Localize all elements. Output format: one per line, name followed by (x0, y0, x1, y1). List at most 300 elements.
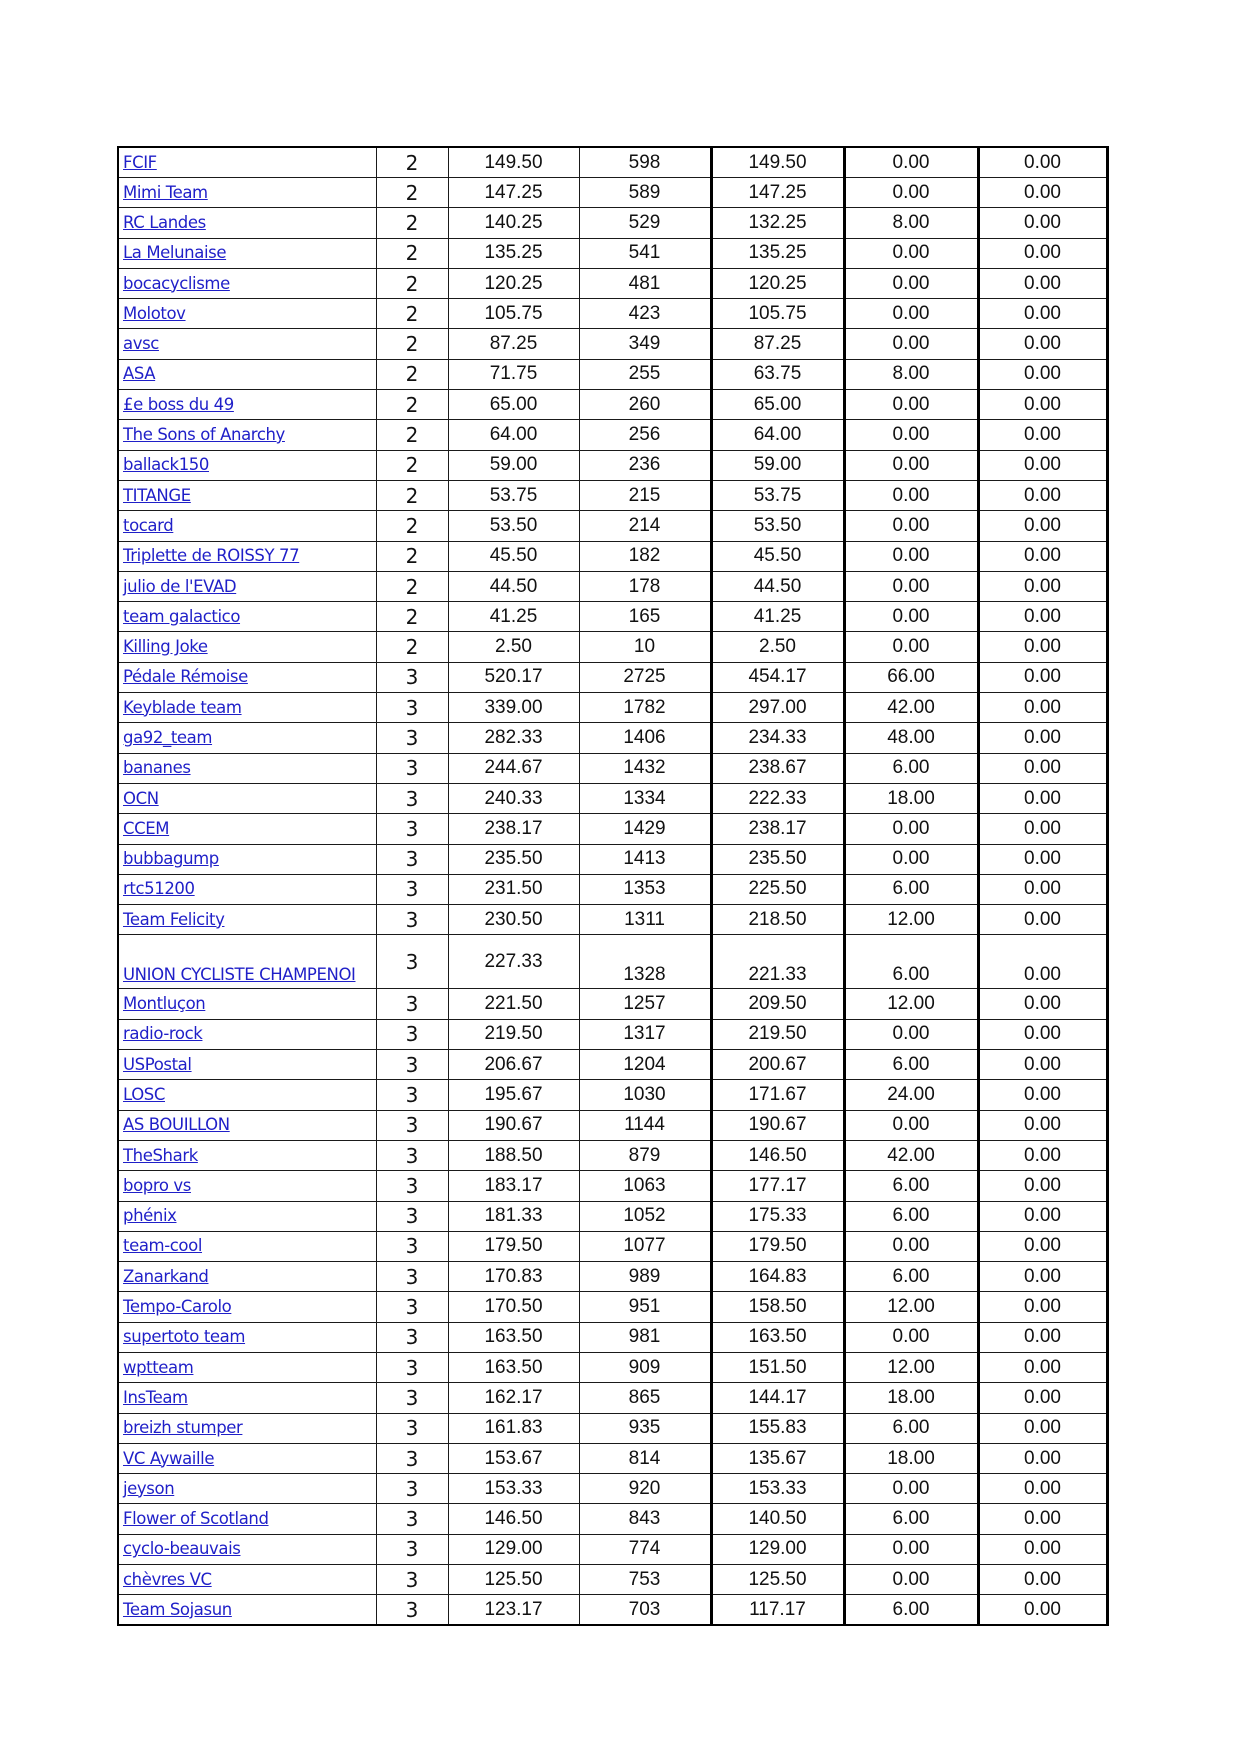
team-name-cell (118, 693, 376, 723)
group-cell: 3 (376, 1171, 448, 1201)
team-link[interactable]: ASA (123, 364, 156, 384)
table-row (118, 359, 1107, 389)
points-base-cell: 44.50 (711, 571, 844, 601)
count-cell: 1063 (579, 1171, 711, 1201)
team-link[interactable]: Flower of Scotland (123, 1509, 269, 1529)
penalty-cell: 0.00 (978, 723, 1107, 753)
team-link[interactable]: cyclo-beauvais (123, 1539, 241, 1559)
bonus-cell: 0.00 (844, 1565, 978, 1595)
team-link[interactable]: LOSC (123, 1084, 165, 1104)
team-link[interactable]: The Sons of Anarchy (123, 425, 285, 445)
points-total-cell: 53.50 (448, 511, 579, 541)
table-row (118, 1595, 1107, 1626)
count-cell: 703 (579, 1595, 711, 1626)
team-name-cell (118, 1443, 376, 1473)
bonus-cell: 0.00 (844, 178, 978, 208)
team-link[interactable]: avsc (123, 334, 159, 354)
team-link[interactable]: Keyblade team (123, 697, 242, 717)
group-cell: 3 (376, 1140, 448, 1170)
count-cell: 215 (579, 480, 711, 510)
group-cell: 2 (376, 359, 448, 389)
group-cell: 3 (376, 1262, 448, 1292)
bonus-cell: 12.00 (844, 989, 978, 1019)
count-cell: 1334 (579, 783, 711, 813)
points-base-cell: 132.25 (711, 208, 844, 238)
team-link[interactable]: Killing Joke (123, 637, 208, 657)
points-base-cell: 140.50 (711, 1504, 844, 1534)
team-name-cell (118, 1474, 376, 1504)
penalty-cell: 0.00 (978, 1534, 1107, 1564)
penalty-cell: 0.00 (978, 571, 1107, 601)
team-name-cell (118, 1171, 376, 1201)
count-cell: 10 (579, 632, 711, 662)
team-name-cell (118, 1504, 376, 1534)
bonus-cell: 6.00 (844, 1413, 978, 1443)
bonus-cell: 66.00 (844, 662, 978, 692)
count-cell: 349 (579, 329, 711, 359)
table-row (118, 1443, 1107, 1473)
bonus-cell: 0.00 (844, 602, 978, 632)
points-total-cell: 87.25 (448, 329, 579, 359)
group-cell: 3 (376, 874, 448, 904)
count-cell: 1077 (579, 1231, 711, 1261)
group-cell: 3 (376, 814, 448, 844)
count-cell: 1030 (579, 1080, 711, 1110)
team-link[interactable]: AS BOUILLON (123, 1115, 230, 1135)
table-row (118, 602, 1107, 632)
table-row (118, 450, 1107, 480)
penalty-cell: 0.00 (978, 1110, 1107, 1140)
points-base-cell: 120.25 (711, 268, 844, 298)
points-total-cell: 146.50 (448, 1504, 579, 1534)
points-base-cell: 63.75 (711, 359, 844, 389)
team-name-cell (118, 1595, 376, 1626)
bonus-cell: 6.00 (844, 1050, 978, 1080)
team-link[interactable]: Montluçon (123, 994, 206, 1014)
group-cell: 3 (376, 1504, 448, 1534)
team-link[interactable]: Team Felicity (123, 909, 225, 929)
team-link[interactable]: team galactico (123, 606, 241, 626)
penalty-cell: 0.00 (978, 1443, 1107, 1473)
count-cell: 589 (579, 178, 711, 208)
team-link[interactable]: Triplette de ROISSY 77 (123, 546, 300, 566)
team-link[interactable]: Zanarkand (123, 1266, 209, 1286)
team-name-cell (118, 541, 376, 571)
table-row (118, 1140, 1107, 1170)
team-link[interactable]: bopro vs (123, 1175, 191, 1195)
penalty-cell: 0.00 (978, 1565, 1107, 1595)
count-cell: 165 (579, 602, 711, 632)
team-name-cell (118, 420, 376, 450)
penalty-cell: 0.00 (978, 1595, 1107, 1626)
penalty-cell: 0.00 (978, 1504, 1107, 1534)
team-link[interactable]: ballack150 (123, 455, 209, 475)
table-row (118, 541, 1107, 571)
points-total-cell: 188.50 (448, 1140, 579, 1170)
bonus-cell: 8.00 (844, 359, 978, 389)
team-link[interactable]: TITANGE (123, 485, 191, 505)
team-name-cell (118, 1080, 376, 1110)
table-row (118, 1050, 1107, 1080)
group-cell: 2 (376, 178, 448, 208)
penalty-cell: 0.00 (978, 1140, 1107, 1170)
points-base-cell: 235.50 (711, 844, 844, 874)
team-name-cell (118, 1019, 376, 1049)
bonus-cell: 0.00 (844, 299, 978, 329)
team-name-cell (118, 238, 376, 268)
points-total-cell: 163.50 (448, 1352, 579, 1382)
count-cell: 1413 (579, 844, 711, 874)
table-row (118, 1171, 1107, 1201)
team-name-cell (118, 1322, 376, 1352)
team-link[interactable]: £e boss du 49 (123, 394, 234, 414)
team-name-cell (118, 329, 376, 359)
team-link[interactable]: chèvres VC (123, 1569, 212, 1589)
team-link[interactable]: breizh stumper (123, 1418, 243, 1438)
penalty-cell: 0.00 (978, 905, 1107, 935)
penalty-cell: 0.00 (978, 632, 1107, 662)
count-cell: 182 (579, 541, 711, 571)
group-cell: 3 (376, 1443, 448, 1473)
penalty-cell: 0.00 (978, 178, 1107, 208)
team-name-cell (118, 1565, 376, 1595)
group-cell: 3 (376, 723, 448, 753)
table-row (118, 1231, 1107, 1261)
bonus-cell: 0.00 (844, 1231, 978, 1261)
table-row (118, 1110, 1107, 1140)
points-base-cell: 45.50 (711, 541, 844, 571)
count-cell: 255 (579, 359, 711, 389)
points-base-cell: 155.83 (711, 1413, 844, 1443)
group-cell: 3 (376, 989, 448, 1019)
team-name-cell (118, 480, 376, 510)
bonus-cell: 6.00 (844, 935, 978, 989)
table-row (118, 268, 1107, 298)
table-row (118, 1080, 1107, 1110)
penalty-cell: 0.00 (978, 1050, 1107, 1080)
points-base-cell: 64.00 (711, 420, 844, 450)
points-total-cell: 120.25 (448, 268, 579, 298)
penalty-cell: 0.00 (978, 1231, 1107, 1261)
bonus-cell: 0.00 (844, 480, 978, 510)
count-cell: 214 (579, 511, 711, 541)
team-name-cell (118, 723, 376, 753)
team-link[interactable]: ga92_team (123, 727, 213, 747)
count-cell: 260 (579, 390, 711, 420)
group-cell: 2 (376, 420, 448, 450)
count-cell: 529 (579, 208, 711, 238)
points-total-cell: 147.25 (448, 178, 579, 208)
group-cell: 3 (376, 783, 448, 813)
points-total-cell: 183.17 (448, 1171, 579, 1201)
points-base-cell: 2.50 (711, 632, 844, 662)
table-row (118, 1201, 1107, 1231)
table-row (118, 1262, 1107, 1292)
points-total-cell: 41.25 (448, 602, 579, 632)
team-name-cell (118, 299, 376, 329)
bonus-cell: 6.00 (844, 874, 978, 904)
team-name-cell (118, 359, 376, 389)
group-cell: 2 (376, 602, 448, 632)
penalty-cell: 0.00 (978, 1019, 1107, 1049)
count-cell: 1406 (579, 723, 711, 753)
penalty-cell: 0.00 (978, 1322, 1107, 1352)
bonus-cell: 6.00 (844, 1171, 978, 1201)
points-total-cell: 59.00 (448, 450, 579, 480)
bonus-cell: 42.00 (844, 1140, 978, 1170)
bonus-cell: 0.00 (844, 1019, 978, 1049)
team-name-cell (118, 874, 376, 904)
count-cell: 236 (579, 450, 711, 480)
bonus-cell: 18.00 (844, 783, 978, 813)
count-cell: 1328 (579, 935, 711, 989)
bonus-cell: 0.00 (844, 268, 978, 298)
points-base-cell: 234.33 (711, 723, 844, 753)
points-total-cell: 282.33 (448, 723, 579, 753)
team-link[interactable]: bananes (123, 758, 191, 778)
bonus-cell: 6.00 (844, 1201, 978, 1231)
team-link[interactable]: wptteam (123, 1357, 194, 1377)
team-name-cell (118, 1110, 376, 1140)
team-link[interactable]: bocacyclisme (123, 273, 230, 293)
count-cell: 2725 (579, 662, 711, 692)
penalty-cell: 0.00 (978, 390, 1107, 420)
team-link[interactable]: team-cool (123, 1236, 203, 1256)
team-name-cell (118, 1383, 376, 1413)
team-link[interactable]: jeyson (123, 1478, 175, 1498)
penalty-cell: 0.00 (978, 480, 1107, 510)
table-row (118, 420, 1107, 450)
points-total-cell: 190.67 (448, 1110, 579, 1140)
bonus-cell: 0.00 (844, 844, 978, 874)
team-link[interactable]: bubbagump (123, 849, 219, 869)
group-cell: 3 (376, 1080, 448, 1110)
count-cell: 1204 (579, 1050, 711, 1080)
team-link[interactable]: Tempo-Carolo (123, 1297, 232, 1317)
team-link[interactable]: RC Landes (123, 212, 206, 232)
points-total-cell: 153.33 (448, 1474, 579, 1504)
count-cell: 541 (579, 238, 711, 268)
points-base-cell: 125.50 (711, 1565, 844, 1595)
points-base-cell: 149.50 (711, 147, 844, 178)
count-cell: 1317 (579, 1019, 711, 1049)
team-name-cell (118, 208, 376, 238)
team-link[interactable]: radio-rock (123, 1024, 203, 1044)
group-cell: 3 (376, 844, 448, 874)
bonus-cell: 0.00 (844, 1534, 978, 1564)
group-cell: 3 (376, 1383, 448, 1413)
penalty-cell: 0.00 (978, 602, 1107, 632)
table-row (118, 1292, 1107, 1322)
team-name-cell (118, 511, 376, 541)
bonus-cell: 0.00 (844, 329, 978, 359)
table-row (118, 390, 1107, 420)
table-row (118, 147, 1107, 178)
points-base-cell: 221.33 (711, 935, 844, 989)
table-row (118, 783, 1107, 813)
penalty-cell: 0.00 (978, 1171, 1107, 1201)
penalty-cell: 0.00 (978, 844, 1107, 874)
count-cell: 1257 (579, 989, 711, 1019)
team-name-cell (118, 935, 376, 989)
bonus-cell: 18.00 (844, 1443, 978, 1473)
points-base-cell: 65.00 (711, 390, 844, 420)
penalty-cell: 0.00 (978, 147, 1107, 178)
bonus-cell: 0.00 (844, 390, 978, 420)
points-total-cell: 221.50 (448, 989, 579, 1019)
table-row (118, 208, 1107, 238)
group-cell: 3 (376, 1322, 448, 1352)
bonus-cell: 6.00 (844, 1262, 978, 1292)
count-cell: 843 (579, 1504, 711, 1534)
points-base-cell: 454.17 (711, 662, 844, 692)
team-link[interactable]: Team Sojasun (123, 1599, 232, 1619)
group-cell: 2 (376, 238, 448, 268)
penalty-cell: 0.00 (978, 1080, 1107, 1110)
team-link[interactable]: La Melunaise (123, 243, 227, 263)
team-name-cell (118, 1262, 376, 1292)
points-total-cell: 129.00 (448, 1534, 579, 1564)
group-cell: 3 (376, 935, 448, 989)
team-link[interactable]: phénix (123, 1206, 177, 1226)
team-link[interactable]: Mimi Team (123, 182, 208, 202)
team-link[interactable]: OCN (123, 788, 159, 808)
count-cell: 178 (579, 571, 711, 601)
points-base-cell: 190.67 (711, 1110, 844, 1140)
table-row (118, 1413, 1107, 1443)
points-total-cell: 219.50 (448, 1019, 579, 1049)
team-link[interactable]: UNION CYCLISTE CHAMPENOI (123, 965, 356, 985)
table-row (118, 329, 1107, 359)
group-cell: 3 (376, 1231, 448, 1261)
bonus-cell: 24.00 (844, 1080, 978, 1110)
points-base-cell: 177.17 (711, 1171, 844, 1201)
group-cell: 3 (376, 693, 448, 723)
points-total-cell: 71.75 (448, 359, 579, 389)
points-total-cell: 45.50 (448, 541, 579, 571)
team-link[interactable]: InsTeam (123, 1387, 188, 1407)
points-total-cell: 135.25 (448, 238, 579, 268)
bonus-cell: 12.00 (844, 905, 978, 935)
team-link[interactable]: CCEM (123, 818, 170, 838)
penalty-cell: 0.00 (978, 450, 1107, 480)
count-cell: 935 (579, 1413, 711, 1443)
points-base-cell: 225.50 (711, 874, 844, 904)
count-cell: 1052 (579, 1201, 711, 1231)
team-name-cell (118, 1534, 376, 1564)
points-total-cell: 123.17 (448, 1595, 579, 1626)
table-row (118, 1383, 1107, 1413)
points-base-cell: 146.50 (711, 1140, 844, 1170)
points-total-cell: 244.67 (448, 753, 579, 783)
group-cell: 3 (376, 905, 448, 935)
points-base-cell: 297.00 (711, 693, 844, 723)
count-cell: 814 (579, 1443, 711, 1473)
team-name-cell (118, 571, 376, 601)
points-total-cell: 2.50 (448, 632, 579, 662)
points-base-cell: 218.50 (711, 905, 844, 935)
points-total-cell: 238.17 (448, 814, 579, 844)
points-total-cell: 181.33 (448, 1201, 579, 1231)
table-row (118, 1019, 1107, 1049)
group-cell: 2 (376, 541, 448, 571)
count-cell: 774 (579, 1534, 711, 1564)
team-link[interactable]: rtc51200 (123, 879, 195, 899)
group-cell: 2 (376, 329, 448, 359)
penalty-cell: 0.00 (978, 329, 1107, 359)
team-link[interactable]: Pédale Rémoise (123, 667, 248, 687)
group-cell: 3 (376, 662, 448, 692)
bonus-cell: 48.00 (844, 723, 978, 753)
points-base-cell: 135.25 (711, 238, 844, 268)
group-cell: 2 (376, 208, 448, 238)
points-base-cell: 238.67 (711, 753, 844, 783)
team-link[interactable]: supertoto team (123, 1327, 246, 1347)
penalty-cell: 0.00 (978, 662, 1107, 692)
count-cell: 1144 (579, 1110, 711, 1140)
table-row (118, 299, 1107, 329)
table-row (118, 989, 1107, 1019)
points-base-cell: 41.25 (711, 602, 844, 632)
penalty-cell: 0.00 (978, 1474, 1107, 1504)
penalty-cell: 0.00 (978, 541, 1107, 571)
team-link[interactable]: FCIF (123, 152, 157, 172)
group-cell: 3 (376, 753, 448, 783)
team-link[interactable]: USPostal (123, 1054, 192, 1074)
team-link[interactable]: VC Aywaille (123, 1448, 215, 1468)
points-total-cell: 520.17 (448, 662, 579, 692)
team-link[interactable]: tocard (123, 515, 174, 535)
team-name-cell (118, 178, 376, 208)
bonus-cell: 42.00 (844, 693, 978, 723)
team-link[interactable]: TheShark (123, 1145, 198, 1165)
group-cell: 3 (376, 1352, 448, 1382)
count-cell: 1311 (579, 905, 711, 935)
points-base-cell: 238.17 (711, 814, 844, 844)
points-total-cell: 153.67 (448, 1443, 579, 1473)
table-row (118, 905, 1107, 935)
table-row (118, 238, 1107, 268)
standings-rows (118, 147, 1107, 1625)
points-total-cell: 149.50 (448, 147, 579, 178)
group-cell: 3 (376, 1110, 448, 1140)
points-base-cell: 171.67 (711, 1080, 844, 1110)
penalty-cell: 0.00 (978, 359, 1107, 389)
penalty-cell: 0.00 (978, 299, 1107, 329)
team-link[interactable]: Molotov (123, 303, 186, 323)
standings-table (117, 146, 1109, 1626)
points-total-cell: 179.50 (448, 1231, 579, 1261)
group-cell: 3 (376, 1413, 448, 1443)
group-cell: 2 (376, 147, 448, 178)
team-link[interactable]: julio de l'EVAD (123, 576, 237, 596)
group-cell: 2 (376, 390, 448, 420)
team-name-cell (118, 1231, 376, 1261)
table-row (118, 1352, 1107, 1382)
points-total-cell: 140.25 (448, 208, 579, 238)
count-cell: 598 (579, 147, 711, 178)
team-name-cell (118, 1413, 376, 1443)
penalty-cell: 0.00 (978, 753, 1107, 783)
penalty-cell: 0.00 (978, 989, 1107, 1019)
penalty-cell: 0.00 (978, 1413, 1107, 1443)
team-name-cell (118, 390, 376, 420)
bonus-cell: 0.00 (844, 814, 978, 844)
table-row (118, 480, 1107, 510)
penalty-cell: 0.00 (978, 693, 1107, 723)
team-name-cell (118, 1201, 376, 1231)
table-row (118, 935, 1107, 989)
